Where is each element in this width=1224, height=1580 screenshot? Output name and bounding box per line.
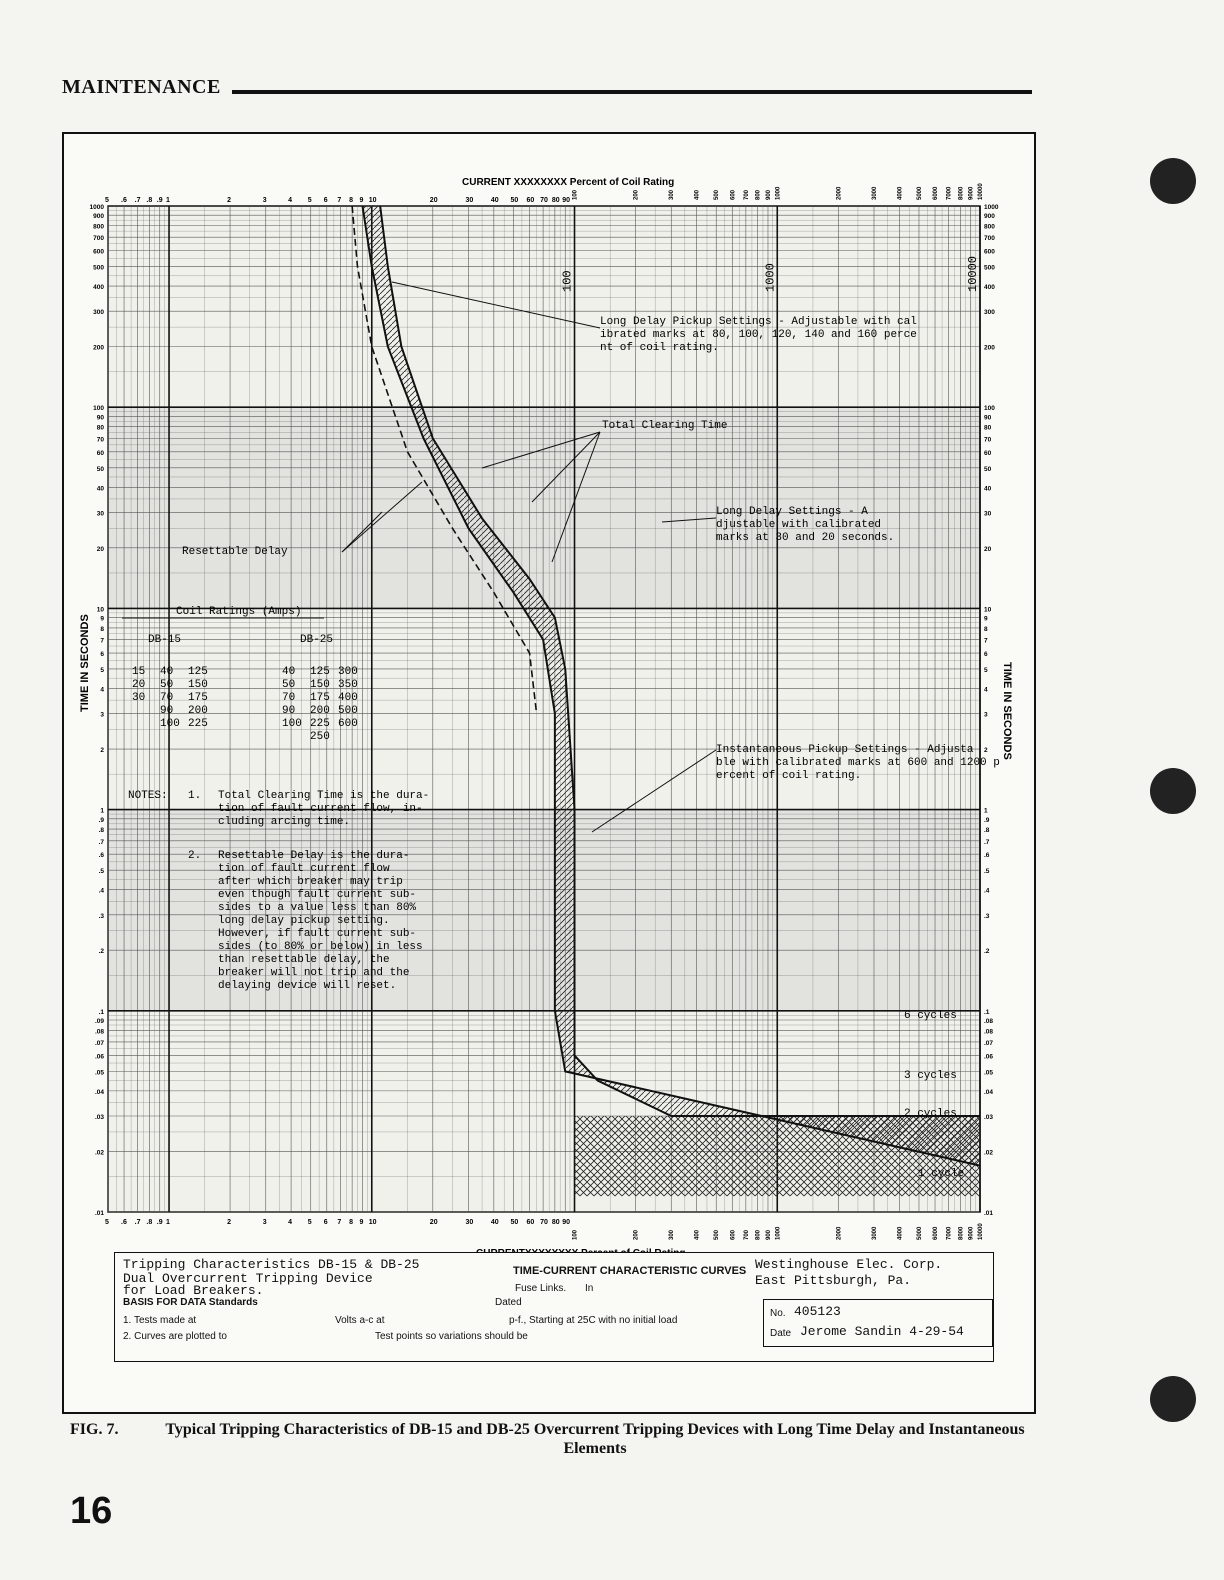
tb-number-box (763, 1299, 993, 1347)
tb-date-value: Jerome Sandin 4-29-54 (800, 1324, 964, 1339)
db15-cell: 70 (160, 692, 174, 704)
y-tick-label-left: 300 (93, 309, 104, 317)
y-tick-label-left: 50 (96, 465, 104, 473)
tb-subtitle1: Dual Overcurrent Tripping Device (123, 1271, 373, 1286)
y-tick-label-left: 1 (100, 807, 104, 815)
y-tick-label-right: 60 (984, 449, 992, 457)
y-tick-label-left: 20 (96, 545, 104, 553)
x-tick-label-bottom: 200 (633, 1229, 640, 1240)
y-tick-label-right: 900 (984, 213, 995, 221)
db25-cell: 70 (282, 692, 296, 704)
y-tick-label-left: 900 (93, 213, 104, 221)
x-tick-label-bottom: 30 (465, 1219, 474, 1226)
x-tick-label-top: 900 (765, 189, 772, 200)
y-tick-label-right: 500 (984, 264, 995, 272)
db15-label: DB-15 (148, 634, 182, 646)
x-tick-label-top: 5 (105, 197, 109, 204)
y-tick-label-right: .05 (984, 1069, 994, 1077)
y-tick-label-right: 300 (984, 309, 995, 317)
title-block (114, 1252, 994, 1362)
y-tick-label-left: 6 (100, 651, 104, 659)
annotation-long-delay-pickup: ibrated marks at 80, 100, 120, 140 and 160 perce (600, 329, 917, 341)
annotation-long-delay-pickup: Long Delay Pickup Settings - Adjustable with cal (600, 316, 917, 328)
db15-cell: 200 (188, 705, 208, 717)
y-tick-label-right: .2 (984, 948, 990, 956)
chart (62, 132, 1032, 1252)
x-tick-label-bottom: 9000 (968, 1226, 975, 1240)
y-tick-label-right: .6 (984, 852, 990, 860)
y-tick-label-left: .03 (94, 1114, 104, 1122)
y-axis-title-right: TIME IN SECONDS (1001, 662, 1013, 760)
x-tick-label-bottom: 50 (510, 1219, 519, 1226)
y-tick-label-left: .05 (94, 1069, 104, 1077)
x-tick-label-top: 1000 (775, 186, 782, 200)
x-tick-label-top: 2000 (836, 186, 843, 200)
tb-dated: Dated (495, 1297, 522, 1308)
note-text: after which breaker may trip (218, 876, 403, 888)
x-tick-label-bottom: 4000 (897, 1226, 904, 1240)
db15-cell: 225 (188, 718, 208, 730)
tb-test1: 1. Tests made at (123, 1315, 197, 1326)
x-tick-label-bottom: 10000 (978, 1223, 984, 1240)
y-tick-label-left: .02 (94, 1149, 104, 1157)
note-text: delaying device will reset. (218, 980, 397, 992)
y-tick-label-left: .1 (98, 1008, 104, 1016)
x-tick-label-top: 300 (669, 189, 676, 200)
x-tick-label-bottom: 1000 (775, 1226, 782, 1240)
y-tick-label-left: 1000 (89, 204, 104, 211)
x-tick-label-bottom: 2000 (836, 1226, 843, 1240)
y-tick-label-right: 9 (984, 615, 988, 623)
y-tick-label-left: .7 (98, 838, 104, 846)
x-tick-label-top: 9000 (968, 186, 975, 200)
y-tick-label-left: 2 (100, 747, 104, 755)
x-tick-label-top: 800 (755, 189, 762, 200)
annotation-total-clearing: Total Clearing Time (602, 420, 728, 432)
x-tick-label-bottom: 6000 (933, 1226, 940, 1240)
y-tick-label-left: 8 (100, 625, 104, 633)
db25-cell: 300 (338, 666, 358, 678)
y-tick-label-left: 90 (96, 414, 104, 422)
x-tick-label-bottom: 60 (526, 1219, 535, 1226)
db15-cell: 150 (188, 679, 208, 691)
y-tick-label-right: 200 (984, 344, 995, 352)
x-tick-label-top: 60 (526, 197, 535, 204)
db25-cell: 500 (338, 705, 358, 717)
tb-testpts: Test points so variations should be (375, 1331, 528, 1342)
y-tick-label-left: 9 (100, 615, 104, 623)
note-text: sides to a value less than 80% (218, 902, 417, 914)
y-tick-label-left: .6 (98, 852, 104, 860)
tb-volts: Volts a-c at (335, 1315, 385, 1326)
coil-ratings-title: Coil Ratings (Amps) (176, 606, 302, 618)
x-tick-label-bottom: .8 (146, 1219, 153, 1226)
decade-label: 1000 (763, 263, 778, 292)
y-tick-label-left: 700 (93, 235, 104, 243)
y-tick-label-right: .8 (984, 827, 990, 835)
x-tick-label-bottom: 400 (694, 1229, 701, 1240)
y-tick-label-left: .08 (94, 1028, 104, 1036)
db25-cell: 125 (310, 666, 330, 678)
annotation-6-cycles: 6 cycles (904, 1010, 957, 1022)
binder-hole (1150, 1376, 1196, 1422)
y-tick-label-right: .03 (984, 1114, 994, 1122)
note-text: sides (to 80% or below) in less (218, 941, 423, 953)
note-text: breaker will not trip and the (218, 967, 410, 979)
y-tick-label-right: 2 (984, 747, 988, 755)
y-tick-label-right: 90 (984, 414, 992, 422)
db25-cell: 600 (338, 718, 358, 730)
y-tick-label-left: .04 (94, 1088, 104, 1096)
header-rule (232, 90, 1032, 94)
x-tick-label-top: 500 (714, 189, 721, 200)
x-tick-label-top: 8 (349, 197, 354, 204)
y-tick-label-right: .9 (984, 816, 990, 824)
y-tick-label-left: .2 (98, 948, 104, 956)
tb-date-label: Date (770, 1328, 792, 1339)
x-tick-label-top: 90 (562, 197, 571, 204)
x-tick-label-bottom: .6 (121, 1219, 127, 1226)
y-tick-label-right: .3 (984, 912, 990, 920)
x-tick-label-top: .7 (134, 197, 141, 204)
tb-test2: 2. Curves are plotted to (123, 1331, 227, 1342)
y-tick-label-right: .02 (984, 1149, 994, 1157)
y-tick-label-left: 4 (100, 686, 104, 694)
x-tick-label-top: 600 (730, 189, 737, 200)
x-tick-label-top: 6000 (933, 186, 940, 200)
x-tick-label-bottom: 5 (307, 1219, 312, 1226)
x-tick-label-top: 4 (288, 197, 293, 204)
x-tick-label-bottom: 7000 (946, 1226, 953, 1240)
db25-cell: 150 (310, 679, 330, 691)
note-number: 1. (188, 790, 202, 802)
x-tick-label-top: 2 (227, 197, 231, 204)
x-tick-label-bottom: .9 (156, 1219, 163, 1226)
x-tick-label-top: 7 (337, 197, 342, 204)
figure-caption-text: Typical Tripping Characteristics of DB-15 and DB-25 Overcurrent Tripping Devices with Long Time Delay and Instantaneous Elements (165, 1421, 1025, 1457)
db15-cell: 20 (132, 679, 146, 691)
y-tick-label-left: 5 (100, 666, 104, 674)
note-text: However, if fault current sub- (218, 928, 417, 940)
db15-cell: 50 (160, 679, 174, 691)
y-tick-label-left: 80 (96, 424, 104, 432)
x-tick-label-top: 700 (743, 189, 750, 200)
x-tick-label-bottom: 100 (572, 1229, 579, 1240)
tb-no-label: No. (770, 1308, 786, 1319)
x-tick-label-bottom: 300 (669, 1229, 676, 1240)
db25-cell: 90 (282, 705, 296, 717)
db25-cell: 350 (338, 679, 358, 691)
y-tick-label-right: .08 (984, 1018, 994, 1026)
binder-hole (1150, 158, 1196, 204)
y-tick-label-left: 30 (96, 510, 104, 518)
y-tick-label-right: 700 (984, 235, 995, 243)
y-tick-label-right: .5 (984, 868, 990, 876)
tb-subtitle2: for Load Breakers. (123, 1283, 264, 1298)
x-tick-label-bottom: 800 (755, 1229, 762, 1240)
y-tick-label-left: 3 (100, 711, 104, 719)
section-header: MAINTENANCE (62, 76, 221, 98)
y-tick-label-left: .06 (94, 1053, 104, 1061)
x-tick-label-bottom: 700 (743, 1229, 750, 1240)
db15-cell: 15 (132, 666, 146, 678)
y-tick-label-right: 800 (984, 223, 995, 231)
notes-heading: NOTES: (128, 790, 168, 802)
x-tick-label-top: 400 (694, 189, 701, 200)
y-tick-label-left: 7 (100, 637, 104, 645)
db15-cell: 100 (160, 718, 180, 730)
x-tick-label-top: 5000 (916, 186, 923, 200)
tb-basis: BASIS FOR DATA Standards (123, 1297, 258, 1308)
tb-title: Tripping Characteristics DB-15 & DB-25 (123, 1257, 420, 1272)
db25-cell: 100 (282, 718, 302, 730)
note-text: Total Clearing Time is the dura- (218, 790, 430, 802)
annotation-long-delay-pickup: nt of coil rating. (600, 342, 719, 354)
y-tick-label-right: 3 (984, 711, 988, 719)
tb-location: East Pittsburgh, Pa. (755, 1273, 912, 1288)
annotation-long-delay-settings: marks at 30 and 20 seconds. (716, 532, 895, 544)
y-tick-label-left: 500 (93, 264, 104, 272)
y-tick-label-right: .7 (984, 838, 990, 846)
note-text: long delay pickup setting. (218, 915, 390, 927)
y-tick-label-right: .06 (984, 1053, 994, 1061)
x-tick-label-bottom: .7 (134, 1219, 141, 1226)
annotation-instantaneous-pickup: ble with calibrated marks at 600 and 1200 p (716, 757, 1000, 769)
y-tick-label-left: 60 (96, 449, 104, 457)
x-tick-label-top: 8000 (958, 186, 965, 200)
x-tick-label-top: 30 (465, 197, 474, 204)
y-tick-label-right: 400 (984, 284, 995, 292)
annotation-3-cycles: 3 cycles (904, 1070, 957, 1082)
y-tick-label-right: .4 (984, 887, 990, 895)
db15-cell: 30 (132, 692, 146, 704)
y-tick-label-right: 4 (984, 686, 988, 694)
y-tick-label-left: .3 (98, 912, 104, 920)
x-tick-label-top: 4000 (897, 186, 904, 200)
tb-company: Westinghouse Elec. Corp. (755, 1257, 943, 1272)
y-tick-label-right: 7 (984, 637, 988, 645)
db25-cell: 40 (282, 666, 296, 678)
y-tick-label-right: 20 (984, 545, 992, 553)
y-tick-label-right: .04 (984, 1088, 994, 1096)
y-tick-label-left: 600 (93, 248, 104, 256)
y-tick-label-left: .8 (98, 827, 104, 835)
x-tick-label-top: 80 (551, 197, 560, 204)
y-tick-label-left: 100 (93, 405, 104, 413)
annotation-long-delay-settings: djustable with calibrated (716, 519, 882, 531)
x-tick-label-top: .8 (146, 197, 153, 204)
x-tick-label-bottom: 10 (368, 1219, 377, 1226)
x-axis-title-top: CURRENT XXXXXXXX Percent of Coil Rating (462, 177, 675, 188)
decade-label: 100 (560, 270, 575, 293)
x-tick-label-bottom: 90 (562, 1219, 571, 1226)
note-text: than resettable delay, the (218, 954, 390, 966)
y-tick-label-left: .4 (98, 887, 104, 895)
y-tick-label-left: 400 (93, 284, 104, 292)
y-tick-label-right: .08 (984, 1028, 994, 1036)
y-tick-label-right: 100 (984, 405, 995, 413)
annotation-instantaneous-pickup: Instantaneous Pickup Settings - Adjusta (716, 744, 974, 756)
x-tick-label-bottom: 3 (262, 1219, 267, 1226)
y-axis-title-left: TIME IN SECONDS (79, 614, 91, 712)
tb-no-value: 405123 (794, 1304, 841, 1319)
x-tick-label-bottom: 2 (227, 1219, 231, 1226)
x-tick-label-bottom: 20 (429, 1219, 438, 1226)
x-tick-label-bottom: 8 (349, 1219, 354, 1226)
x-tick-label-top: .9 (156, 197, 163, 204)
x-tick-label-top: 5 (307, 197, 312, 204)
db25-cell: 50 (282, 679, 296, 691)
page-number: 16 (70, 1490, 113, 1532)
binder-hole (1150, 768, 1196, 814)
note-text: tion of fault current flow, in- (218, 803, 423, 815)
x-tick-label-bottom: 5000 (916, 1226, 923, 1240)
x-tick-label-bottom: 4 (288, 1219, 293, 1226)
annotation-resettable-delay: Resettable Delay (182, 546, 288, 558)
db15-cell: 90 (160, 705, 174, 717)
note-text: even though fault current sub- (218, 889, 417, 901)
y-tick-label-right: 40 (984, 485, 992, 493)
db25-cell: 175 (310, 692, 330, 704)
y-tick-label-right: .07 (984, 1039, 994, 1047)
y-tick-label-left: .5 (98, 868, 104, 876)
x-tick-label-bottom: 5 (105, 1219, 109, 1226)
x-tick-label-bottom: 9 (359, 1219, 364, 1226)
x-tick-label-top: 70 (540, 197, 548, 204)
annotation-long-delay-settings: Long Delay Settings - A (716, 506, 868, 518)
y-tick-label-left: 70 (96, 436, 104, 444)
x-tick-label-bottom: 7 (337, 1219, 342, 1226)
y-tick-label-right: 30 (984, 510, 992, 518)
x-tick-label-bottom: 80 (551, 1219, 560, 1226)
x-tick-label-top: 9 (359, 197, 364, 204)
note-text: tion of fault current flow (218, 863, 390, 875)
y-tick-label-left: .07 (94, 1039, 104, 1047)
x-tick-label-top: 3 (262, 197, 267, 204)
y-tick-label-right: .01 (984, 1210, 994, 1217)
x-tick-label-top: 200 (633, 189, 640, 200)
x-tick-label-bottom: 40 (490, 1219, 499, 1226)
x-tick-label-top: 7000 (946, 186, 953, 200)
x-tick-label-top: 6 (323, 197, 328, 204)
y-tick-label-right: 1000 (984, 204, 999, 211)
db25-cell: 200 (310, 705, 330, 717)
note-text: Resettable Delay is the dura- (218, 850, 410, 862)
y-tick-label-left: 200 (93, 344, 104, 352)
y-tick-label-left: .09 (94, 1018, 104, 1026)
y-tick-label-right: 8 (984, 625, 988, 633)
x-tick-label-bottom: 70 (540, 1219, 548, 1226)
y-tick-label-left: 10 (96, 606, 104, 614)
x-tick-label-top: 3000 (871, 186, 878, 200)
instantaneous-band (575, 1116, 980, 1196)
x-tick-label-top: 10 (368, 197, 377, 204)
y-tick-label-right: .1 (984, 1008, 990, 1016)
db25-cell: 225 (310, 718, 330, 730)
y-tick-label-right: 10 (984, 606, 992, 614)
y-tick-label-right: 50 (984, 465, 992, 473)
tb-pf: p-f., Starting at 25C with no initial load (509, 1315, 678, 1326)
tb-curve-type: TIME-CURRENT CHARACTERISTIC CURVES (513, 1265, 747, 1277)
annotation-instantaneous-pickup: ercent of coil rating. (716, 770, 862, 782)
y-tick-label-left: 40 (96, 485, 104, 493)
note-number: 2. (188, 850, 202, 862)
x-tick-label-top: 10000 (978, 183, 984, 200)
note-text: cluding arcing time. (218, 816, 351, 828)
x-tick-label-top: 40 (490, 197, 499, 204)
x-tick-label-bottom: 3000 (871, 1226, 878, 1240)
x-tick-label-bottom: 8000 (958, 1226, 965, 1240)
db25-cell: 400 (338, 692, 358, 704)
x-tick-label-top: 50 (510, 197, 519, 204)
y-tick-label-right: 80 (984, 424, 992, 432)
y-tick-label-right: 6 (984, 651, 988, 659)
db15-cell: 175 (188, 692, 208, 704)
x-tick-label-top: 1 (166, 197, 170, 204)
x-tick-label-bottom: 600 (730, 1229, 737, 1240)
y-tick-label-right: 70 (984, 436, 992, 444)
y-tick-label-left: .01 (94, 1210, 104, 1217)
x-tick-label-bottom: 1 (166, 1219, 170, 1226)
x-tick-label-bottom: 900 (765, 1229, 772, 1240)
x-tick-label-bottom: 500 (714, 1229, 721, 1240)
annotation-1-cycle: 1 cycle (918, 1168, 965, 1180)
db15-cell: 40 (160, 666, 174, 678)
y-tick-label-left: .9 (98, 816, 104, 824)
db25-cell: 250 (310, 731, 330, 743)
db15-cell: 125 (188, 666, 208, 678)
plot-area (108, 206, 980, 1212)
tb-fuse-links: Fuse Links. (515, 1283, 567, 1294)
x-tick-label-top: 100 (572, 189, 579, 200)
x-tick-label-bottom: 6 (323, 1219, 328, 1226)
x-tick-label-top: 20 (429, 197, 438, 204)
y-tick-label-left: 800 (93, 223, 104, 231)
annotation-2-cycles: 2 cycles (904, 1108, 957, 1120)
x-tick-label-top: .6 (121, 197, 127, 204)
y-tick-label-right: 1 (984, 807, 988, 815)
db25-label: DB-25 (300, 634, 334, 646)
figure-number: FIG. 7. (70, 1421, 119, 1438)
decade-label: 10000 (966, 255, 980, 292)
y-tick-label-right: 600 (984, 248, 995, 256)
tb-in: In (585, 1283, 594, 1294)
y-tick-label-right: 5 (984, 666, 988, 674)
